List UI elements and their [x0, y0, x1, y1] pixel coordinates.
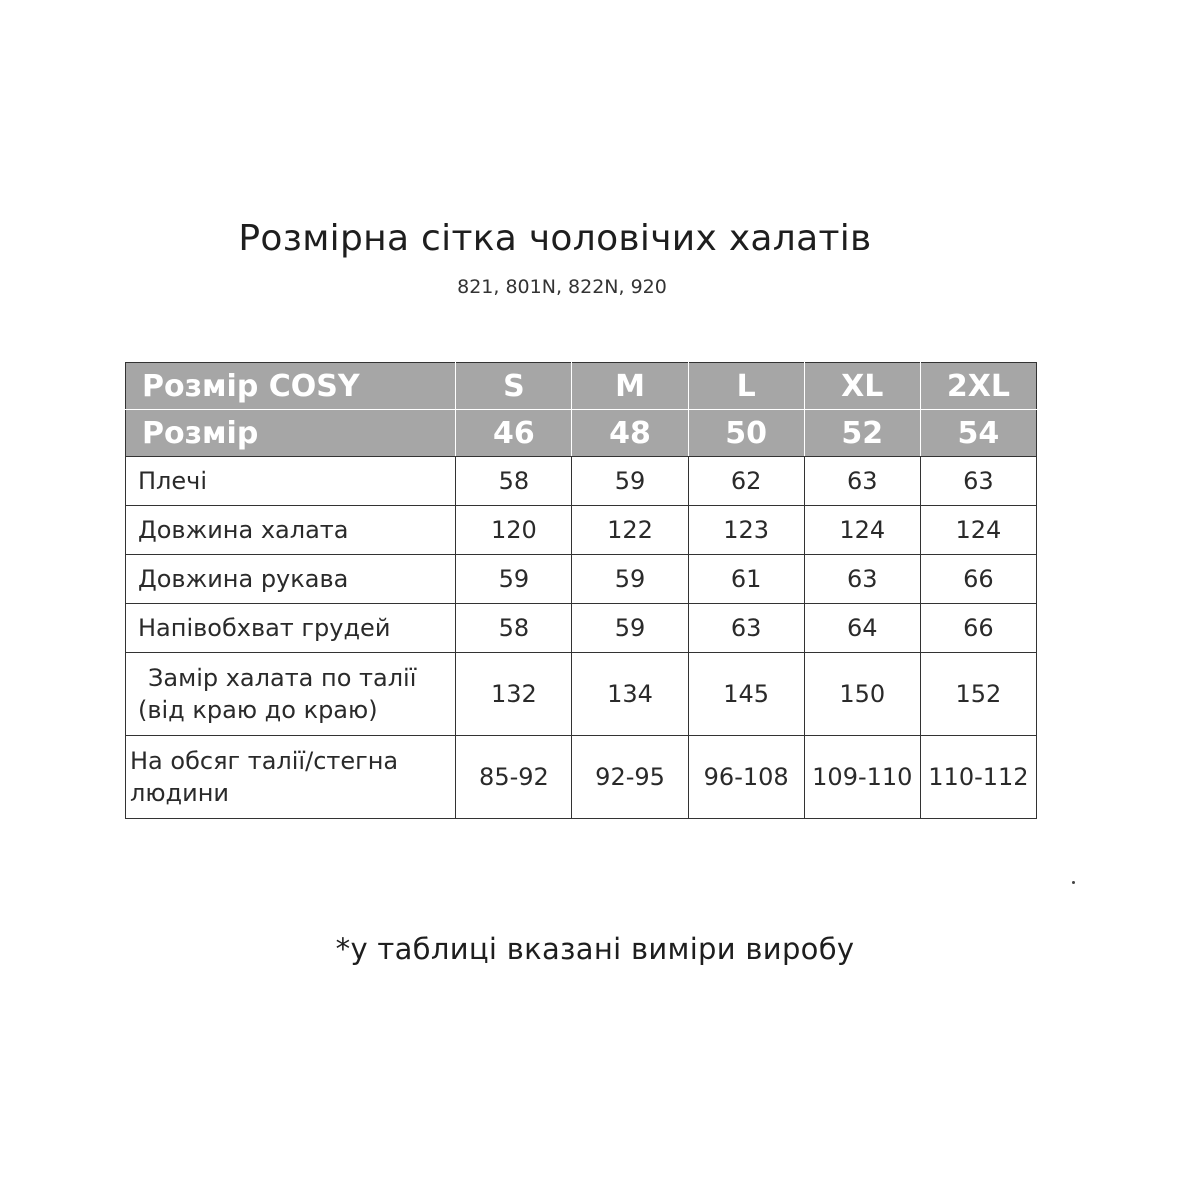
header-cell: 48	[572, 410, 688, 457]
row-label-line: (від краю до краю)	[138, 696, 378, 724]
table-cell: 132	[456, 653, 572, 736]
table-cell: 85-92	[456, 736, 572, 819]
table-row-robe-length	[126, 506, 1037, 555]
table-cell: 96-108	[688, 736, 804, 819]
header-cell: S	[456, 363, 572, 410]
row-label	[126, 653, 456, 736]
row-label: Довжина халата	[126, 506, 456, 555]
header-cell: 50	[688, 410, 804, 457]
table-cell: 58	[456, 604, 572, 653]
header-cell: 2XL	[920, 363, 1036, 410]
header-cell: 46	[456, 410, 572, 457]
table-cell: 59	[572, 604, 688, 653]
header-cell: M	[572, 363, 688, 410]
table-cell: 63	[688, 604, 804, 653]
table-cell: 63	[804, 555, 920, 604]
row-label-line: На обсяг талії/стегна	[130, 746, 399, 775]
header-label-cosy: Розмір COSY	[126, 363, 456, 410]
table-cell: 109-110	[804, 736, 920, 819]
table-cell: 64	[804, 604, 920, 653]
header-cell: 54	[920, 410, 1036, 457]
header-cell: 52	[804, 410, 920, 457]
row-label-line: людини	[130, 779, 230, 807]
table-cell: 59	[456, 555, 572, 604]
table-cell: 62	[688, 457, 804, 506]
footnote: *у таблиці вказані виміри виробу	[335, 932, 855, 966]
table-row-waist-measure	[126, 653, 1037, 736]
table-cell: 66	[920, 604, 1036, 653]
table-cell: 124	[804, 506, 920, 555]
row-label: Напівобхват грудей	[126, 604, 456, 653]
header-row-cosy-size	[126, 363, 1037, 410]
table-cell: 122	[572, 506, 688, 555]
table-cell: 92-95	[572, 736, 688, 819]
page-title: Розмірна сітка чоловічих халатів	[238, 218, 872, 259]
row-label: Довжина рукава	[126, 555, 456, 604]
model-numbers: 821, 801N, 822N, 920	[457, 276, 667, 298]
table-cell: 63	[804, 457, 920, 506]
header-cell: XL	[804, 363, 920, 410]
table-cell: 66	[920, 555, 1036, 604]
row-label: Плечі	[126, 457, 456, 506]
table-cell: 61	[688, 555, 804, 604]
table-row-shoulders	[126, 457, 1037, 506]
table-row-sleeve-length	[126, 555, 1037, 604]
row-label-line: Замір халата по талії	[148, 663, 417, 692]
table-row-body-waist-hip	[126, 736, 1037, 819]
table-cell: 152	[920, 653, 1036, 736]
table-cell: 58	[456, 457, 572, 506]
table-row-half-chest	[126, 604, 1037, 653]
header-row-size	[126, 410, 1037, 457]
header-label-size: Розмір	[126, 410, 456, 457]
table-cell: 134	[572, 653, 688, 736]
stray-dot	[1072, 881, 1075, 884]
table-cell: 110-112	[920, 736, 1036, 819]
table-cell: 59	[572, 457, 688, 506]
table-cell: 123	[688, 506, 804, 555]
table-cell: 120	[456, 506, 572, 555]
table-cell: 150	[804, 653, 920, 736]
table-cell: 59	[572, 555, 688, 604]
size-table	[125, 362, 1037, 819]
table-cell: 145	[688, 653, 804, 736]
header-cell: L	[688, 363, 804, 410]
row-label	[126, 736, 456, 819]
table-cell: 124	[920, 506, 1036, 555]
table-cell: 63	[920, 457, 1036, 506]
